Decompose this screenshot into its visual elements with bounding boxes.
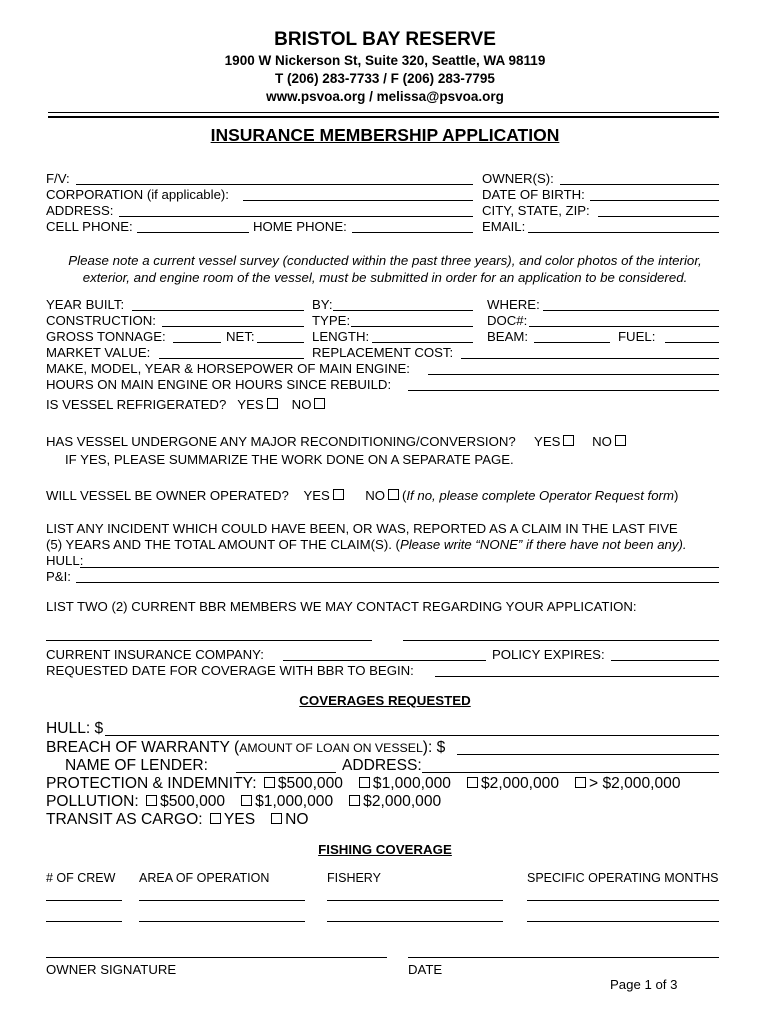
coverage-begin-label: REQUESTED DATE FOR COVERAGE WITH BBR TO BEGIN: <box>46 663 414 678</box>
lender-address-field[interactable] <box>422 772 719 773</box>
lender-field[interactable] <box>236 772 336 773</box>
email-label: EMAIL: <box>482 219 526 234</box>
pollution-500k-checkbox[interactable] <box>146 795 157 806</box>
email-field[interactable] <box>528 232 719 233</box>
pollution-500k-label: $500,000 <box>160 793 226 810</box>
crew-field-1[interactable] <box>46 900 122 901</box>
org-address: 1900 W Nickerson St, Suite 320, Seattle, WA 98119 <box>224 53 546 68</box>
member-2-field[interactable] <box>403 640 719 641</box>
insurance-company-field[interactable] <box>283 660 486 661</box>
owner-operated-question: WILL VESSEL BE OWNER OPERATED? <box>46 488 289 503</box>
coverages-heading: COVERAGES REQUESTED <box>299 693 471 708</box>
months-field-1[interactable] <box>527 900 719 901</box>
operator-request-note: If no, please complete Operator Request form <box>406 488 674 503</box>
date-label: DATE <box>408 962 443 977</box>
claims-hull-label: HULL: <box>46 553 84 568</box>
owners-field[interactable] <box>560 184 719 185</box>
pollution-label: POLLUTION: <box>46 793 139 810</box>
year-built-label: YEAR BUILT: <box>46 297 125 312</box>
claims-pi-field[interactable] <box>76 582 719 583</box>
type-field[interactable] <box>351 326 473 327</box>
pi-over-2m-checkbox[interactable] <box>575 777 586 788</box>
year-built-field[interactable] <box>132 310 304 311</box>
engine-field[interactable] <box>428 374 719 375</box>
breach-text: BREACH OF WARRANTY ( <box>46 739 240 756</box>
hours-field[interactable] <box>408 390 719 391</box>
replacement-cost-label: REPLACEMENT COST: <box>312 345 454 360</box>
length-field[interactable] <box>372 342 473 343</box>
construction-field[interactable] <box>162 326 304 327</box>
address-label: ADDRESS: <box>46 203 114 218</box>
col-months: SPECIFIC OPERATING MONTHS <box>527 871 719 885</box>
by-field[interactable] <box>333 310 473 311</box>
pi-2m-label: $2,000,000 <box>480 775 560 792</box>
recon-no-label: NO <box>592 434 612 449</box>
owner-operated-no-label: NO <box>365 488 385 503</box>
transit-no-label: NO <box>285 811 309 828</box>
home-label: HOME PHONE: <box>253 219 347 234</box>
transit-no-checkbox[interactable] <box>271 813 282 824</box>
paren-close: ) <box>673 488 679 503</box>
owner-signature-label: OWNER SIGNATURE <box>46 962 177 977</box>
org-name: BRISTOL BAY RESERVE <box>274 29 496 50</box>
pi-1m-label: $1,000,000 <box>372 775 451 792</box>
area-field-1[interactable] <box>139 900 305 901</box>
fishing-heading: FISHING COVERAGE <box>318 842 452 857</box>
breach-loan-note: AMOUNT OF LOAN ON VESSEL <box>239 741 423 755</box>
pollution-2m-label: $2,000,000 <box>363 793 442 810</box>
length-label: LENGTH: <box>312 329 370 344</box>
breach-label <box>46 739 445 757</box>
member-1-field[interactable] <box>46 640 372 641</box>
refrigerated-label: IS VESSEL REFRIGERATED? <box>46 397 227 412</box>
recon-no-checkbox[interactable] <box>615 435 626 446</box>
refrigerated-no-checkbox[interactable] <box>314 398 325 409</box>
engine-label: MAKE, MODEL, YEAR & HORSEPOWER OF MAIN ENGINE: <box>46 361 410 376</box>
recon-yes-label: YES <box>534 434 561 449</box>
refrigerated-yes-checkbox[interactable] <box>267 398 278 409</box>
net-field[interactable] <box>257 342 304 343</box>
construction-label: CONSTRUCTION: <box>46 313 156 328</box>
city-field[interactable] <box>598 216 719 217</box>
where-label: WHERE: <box>487 297 540 312</box>
survey-note-line2: exterior, and engine room of the vessel, must be submitted in order for an application to be considered. <box>82 270 688 285</box>
refrigerated-row <box>46 397 328 413</box>
fv-field[interactable] <box>76 184 473 185</box>
months-field-2[interactable] <box>527 921 719 922</box>
home-field[interactable] <box>352 232 473 233</box>
members-prompt: LIST TWO (2) CURRENT BBR MEMBERS WE MAY CONTACT REGARDING YOUR APPLICATION: <box>46 599 637 614</box>
doc-label: DOC#: <box>487 313 528 328</box>
hours-label: HOURS ON MAIN ENGINE OR HOURS SINCE REBUILD: <box>46 377 392 392</box>
insurance-company-label: CURRENT INSURANCE COMPANY: <box>46 647 264 662</box>
pi-1m-checkbox[interactable] <box>359 777 370 788</box>
pi-over-2m-label: > $2,000,000 <box>589 775 681 792</box>
fuel-label: FUEL: <box>618 329 656 344</box>
pi-500k-label: $500,000 <box>277 775 343 792</box>
corporation-field[interactable] <box>243 200 473 201</box>
header-divider <box>48 112 719 118</box>
fishery-field-2[interactable] <box>327 921 503 922</box>
claims-hull-field[interactable] <box>80 567 719 568</box>
owner-operated-yes-label: YES <box>303 488 330 503</box>
claims-line2-text: (5) YEARS AND THE TOTAL AMOUNT OF THE CLAIM(S). ( <box>46 537 400 552</box>
refrigerated-yes-label: YES <box>237 397 264 412</box>
breach-dollar: ): $ <box>422 739 446 756</box>
col-crew: # OF CREW <box>46 871 116 885</box>
pi-2m-checkbox[interactable] <box>467 777 478 788</box>
form-title: INSURANCE MEMBERSHIP APPLICATION <box>210 125 560 145</box>
pollution-1m-label: $1,000,000 <box>255 793 334 810</box>
survey-note-line1: Please note a current vessel survey (conducted within the past three years), and color photos of the interior, <box>68 253 702 268</box>
claims-line1: LIST ANY INCIDENT WHICH COULD HAVE BEEN, OR WAS, REPORTED AS A CLAIM IN THE LAST FIVE <box>46 521 678 536</box>
transit-yes-label: YES <box>223 811 256 828</box>
transit-row <box>46 811 308 829</box>
pollution-2m-checkbox[interactable] <box>349 795 360 806</box>
owner-operated-no-checkbox[interactable] <box>388 489 399 500</box>
coverage-hull-label: HULL: $ <box>46 720 104 737</box>
policy-expires-field[interactable] <box>611 660 719 661</box>
owners-label: OWNER(S): <box>482 171 554 186</box>
coverage-begin-field[interactable] <box>435 676 719 677</box>
owner-signature-field[interactable] <box>46 957 387 958</box>
cell-field[interactable] <box>137 232 249 233</box>
page-number: Page 1 of 3 <box>610 977 678 992</box>
beam-field[interactable] <box>534 342 610 343</box>
recon-followup: IF YES, PLEASE SUMMARIZE THE WORK DONE ON A SEPARATE PAGE. <box>65 452 514 467</box>
org-phones: T (206) 283-7733 / F (206) 283-7795 <box>275 71 495 86</box>
pi-label: PROTECTION & INDEMNITY: <box>46 775 257 792</box>
pi-500k-checkbox[interactable] <box>264 777 275 788</box>
recon-yes-checkbox[interactable] <box>563 435 574 446</box>
where-field[interactable] <box>543 310 719 311</box>
fv-label: F/V: <box>46 171 70 186</box>
breach-field[interactable] <box>457 754 719 755</box>
pollution-1m-checkbox[interactable] <box>241 795 252 806</box>
net-label: NET: <box>226 329 255 344</box>
lender-label: NAME OF LENDER: <box>65 757 208 774</box>
col-area: AREA OF OPERATION <box>139 871 270 885</box>
coverage-hull-field[interactable] <box>105 735 719 736</box>
date-field[interactable] <box>408 957 719 958</box>
gross-tonnage-field[interactable] <box>173 342 221 343</box>
transit-label: TRANSIT AS CARGO: <box>46 811 203 828</box>
doc-field[interactable] <box>529 326 719 327</box>
dob-label: DATE OF BIRTH: <box>482 187 585 202</box>
recon-row <box>46 434 629 450</box>
transit-yes-checkbox[interactable] <box>210 813 221 824</box>
crew-field-2[interactable] <box>46 921 122 922</box>
recon-question: HAS VESSEL UNDERGONE ANY MAJOR RECONDITIONING/CONVERSION? <box>46 434 516 449</box>
pi-row <box>46 775 681 793</box>
lender-address-label: ADDRESS: <box>342 757 422 774</box>
claims-none-note: Please write “NONE” if there have not been any). <box>399 537 687 552</box>
area-field-2[interactable] <box>139 921 305 922</box>
org-web: www.psvoa.org / melissa@psvoa.org <box>266 89 504 104</box>
cell-label: CELL PHONE: <box>46 219 133 234</box>
corporation-label: CORPORATION (if applicable): <box>46 187 229 202</box>
city-label: CITY, STATE, ZIP: <box>482 203 590 218</box>
fishery-field-1[interactable] <box>327 900 503 901</box>
owner-operated-yes-checkbox[interactable] <box>333 489 344 500</box>
dob-field[interactable] <box>590 200 719 201</box>
refrigerated-no-label: NO <box>291 397 312 412</box>
policy-expires-label: POLICY EXPIRES: <box>492 647 605 662</box>
gross-tonnage-label: GROSS TONNAGE: <box>46 329 166 344</box>
col-fishery: FISHERY <box>327 871 381 885</box>
owner-operated-row <box>46 488 678 504</box>
pollution-row <box>46 793 441 811</box>
by-label: BY: <box>312 297 333 312</box>
market-value-field[interactable] <box>159 358 304 359</box>
claims-line2 <box>46 537 687 553</box>
paren-open: ( <box>401 488 407 503</box>
beam-label: BEAM: <box>487 329 529 344</box>
type-label: TYPE: <box>312 313 351 328</box>
replacement-cost-field[interactable] <box>461 358 719 359</box>
market-value-label: MARKET VALUE: <box>46 345 151 360</box>
fuel-field[interactable] <box>665 342 719 343</box>
claims-pi-label: P&I: <box>46 569 71 584</box>
address-field[interactable] <box>119 216 473 217</box>
